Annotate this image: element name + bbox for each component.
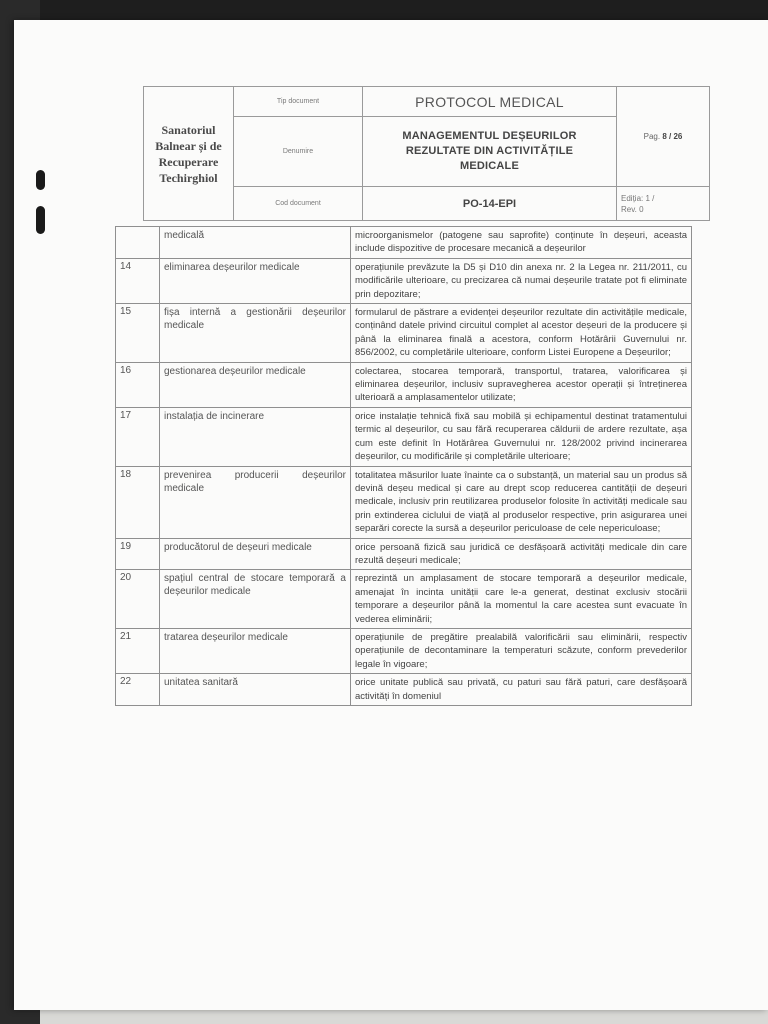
definition-cell: orice persoană fizică sau juridică ce desfășoară activități medicale din care rezultă deșeuri medicale; (351, 538, 692, 570)
row-number: 15 (116, 304, 160, 363)
row-number: 17 (116, 407, 160, 466)
row-number: 19 (116, 538, 160, 570)
table-row (116, 258, 692, 303)
table-row (116, 628, 692, 673)
term-cell: medicală (160, 227, 351, 259)
definitions-table (115, 226, 692, 706)
binder-hole (36, 170, 45, 190)
table-row (116, 227, 692, 259)
definition-cell: formularul de păstrare a evidenței deșeurilor rezultate din activitățile medicale, conținând datele privind circuitul complet al acestor deșeuri de la producere și până la eliminarea finală a acestora, conform Hotărârii Guvernului nr. 856/2002, cu completările ulterioare, conform Listei Europene a Deșeurilor; (351, 304, 692, 363)
document-header (143, 86, 710, 221)
term-cell: prevenirea producerii deșeurilor medicale (160, 466, 351, 538)
document-title: MANAGEMENTUL DEȘEURILOR REZULTATE DIN ACTIVITĂȚILE MEDICALE (363, 117, 617, 187)
document-code: PO-14-EPI (363, 187, 617, 221)
table-row (116, 466, 692, 538)
term-cell: eliminarea deșeurilor medicale (160, 258, 351, 303)
definition-cell: orice instalație tehnică fixă sau mobilă și echipamentul destinat tratamentului termic al deșeurilor, cu sau fără recuperarea căldurii de ardere rezultate, așa cum este definit în Hotărârea Guvernului nr. 128/2002 privind incinerarea deșeurilor, cu modificările și completările ulterioare; (351, 407, 692, 466)
tip-document-label: Tip document (234, 87, 363, 117)
denumire-label: Denumire (234, 117, 363, 187)
definition-cell: microorganismelor (patogene sau saprofite) conținute în deșeuri, aceasta include dispozitive de procesare mecanică a deșeurilor (351, 227, 692, 259)
term-cell: instalația de incinerare (160, 407, 351, 466)
term-cell: fișa internă a gestionării deșeurilor medicale (160, 304, 351, 363)
term-cell: unitatea sanitară (160, 674, 351, 706)
table-row (116, 570, 692, 629)
definition-cell: totalitatea măsurilor luate înainte ca o substanță, un material sau un produs să devină deșeu medical și care au drept scop reducerea cantității de deșeuri medicale, inclusiv prin reutilizarea produselor folosite în activități medicale sau prin extinderea ciclului de viață al produselor respective, prin asigurarea unei separări corecte la sursă a deșeurilor periculoase de cele nepericuloase; (351, 466, 692, 538)
row-number (116, 227, 160, 259)
term-cell: producătorul de deșeuri medicale (160, 538, 351, 570)
organization-name: Sanatoriul Balnear și de Recuperare Techirghiol (144, 87, 234, 221)
term-cell: gestionarea deșeurilor medicale (160, 362, 351, 407)
term-cell: tratarea deșeurilor medicale (160, 628, 351, 673)
definition-cell: operațiunile de pregătire prealabilă valorificării sau eliminării, respectiv operațiunile de decontaminare la temperaturi scăzute, conform prevederilor legale în vigoare; (351, 628, 692, 673)
row-number: 20 (116, 570, 160, 629)
table-row (116, 674, 692, 706)
definition-cell: operațiunile prevăzute la D5 și D10 din anexa nr. 2 la Legea nr. 211/2011, cu modificările ulterioare, cu precizarea că numai deșeurile tratate pot fi eliminate prin depozitare; (351, 258, 692, 303)
table-row (116, 407, 692, 466)
page-indicator: Pag. 8 / 26 (617, 87, 710, 187)
row-number: 16 (116, 362, 160, 407)
definition-cell: orice unitate publică sau privată, cu paturi sau fără paturi, care desfășoară activități în domeniul (351, 674, 692, 706)
table-row (116, 362, 692, 407)
row-number: 22 (116, 674, 160, 706)
row-number: 14 (116, 258, 160, 303)
binder-hole (36, 206, 45, 234)
definition-cell: reprezintă un amplasament de stocare temporară a deșeurilor medicale, amenajat în incinta unității care le-a generat, destinat exclusiv stocării temporare a deșeurilor până la momentul la care acestea sunt evacuate în vederea eliminării; (351, 570, 692, 629)
document-type: PROTOCOL MEDICAL (363, 87, 617, 117)
scanner-top-edge (40, 0, 768, 22)
cod-document-label: Cod document (234, 187, 363, 221)
table-row (116, 538, 692, 570)
definition-cell: colectarea, stocarea temporară, transportul, tratarea, valorificarea și eliminarea deșeurilor, inclusiv supravegherea acestor operații și întreținerea ulterioară a amplasamentelor utilizate; (351, 362, 692, 407)
term-cell: spațiul central de stocare temporară a deșeurilor medicale (160, 570, 351, 629)
edition-info: Ediția: 1 / Rev. 0 (617, 187, 710, 221)
table-row (116, 304, 692, 363)
row-number: 18 (116, 466, 160, 538)
row-number: 21 (116, 628, 160, 673)
